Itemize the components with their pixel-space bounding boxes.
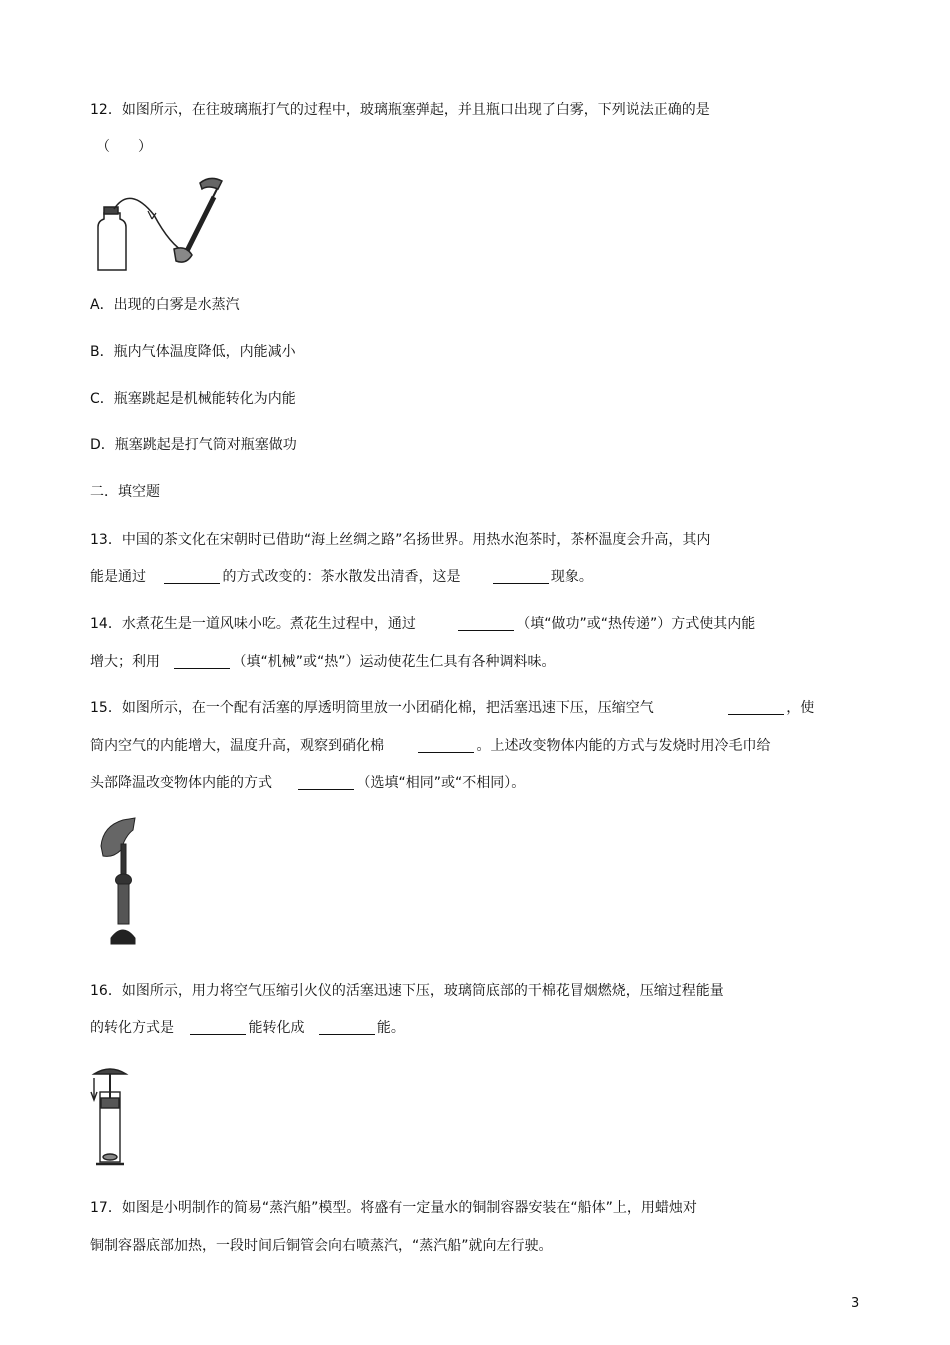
q15-text-e: 头部降温改变物体内能的方式 <box>90 775 272 791</box>
q12-option-b: B．瓶内气体温度降低，内能减小 <box>90 344 296 360</box>
q16-line1: 16．如图所示，用力将空气压缩引火仪的活塞迅速下压，玻璃筒底部的干棉花冒烟燃烧，压缩过程能量 <box>90 983 724 999</box>
q16-figure-fire-piston <box>88 1062 133 1170</box>
q13-text-b: 的方式改变的：茶水散发出清香，这是 <box>222 569 461 585</box>
q12-stem: 12．如图所示，在往玻璃瓶打气的过程中，玻璃瓶塞弹起，并且瓶口出现了白雾，下列说法正确的是 <box>90 102 710 118</box>
q15-text-a: 15．如图所示，在一个配有活塞的厚透明筒里放一小团硝化棉，把活塞迅速下压，压缩空气 <box>90 700 654 716</box>
tube-base <box>111 930 135 944</box>
q16-text-a: 的转化方式是 <box>90 1020 174 1036</box>
q14-line1 <box>90 615 755 633</box>
glass-tube <box>118 884 129 924</box>
q14-blank-1[interactable] <box>458 616 514 631</box>
q12-option-c: C．瓶塞跳起是机械能转化为内能 <box>90 391 296 407</box>
q16-text-c: 能。 <box>376 1020 405 1036</box>
q14-text-c: 增大；利用 <box>90 654 160 670</box>
q16-text-b: 能转化成 <box>248 1020 305 1036</box>
q15-blank-3[interactable] <box>298 775 354 790</box>
q12-option-d: D．瓶塞跳起是打气筒对瓶塞做功 <box>90 437 297 453</box>
q15-blank-1[interactable] <box>728 700 784 715</box>
page-number: 3 <box>851 1296 860 1311</box>
bottle-stopper <box>104 207 118 214</box>
q13-text-a: 能是通过 <box>90 569 146 585</box>
q14-blank-2[interactable] <box>174 654 230 669</box>
q14-text-a: 14．水煮花生是一道风味小吃。煮花生过程中，通过 <box>90 616 416 632</box>
q16-line2 <box>90 1019 405 1037</box>
q17-line1: 17．如图是小明制作的简易“蒸汽船”模型。将盛有一定量水的铜制容器安装在“船体”上，用蜡烛对 <box>90 1200 697 1216</box>
q12-figure-bottle-pump <box>90 175 230 275</box>
q15-figure-compression-tube <box>95 816 145 954</box>
q12-option-a: A．出现的白雾是水蒸汽 <box>90 297 240 313</box>
pump-handle <box>200 178 222 189</box>
q16-blank-1[interactable] <box>190 1020 246 1035</box>
q15-text-f: （选填“相同”或“不相同）。 <box>356 775 526 791</box>
q17-line2: 铜制容器底部加热，一段时间后铜管会向右喷蒸汽，“蒸汽船”就向左行驶。 <box>90 1238 553 1254</box>
q15-text-c: 筒内空气的内能增大，温度升高，观察到硝化棉 <box>90 738 384 754</box>
q14-line2 <box>90 653 555 671</box>
q13-text-c: 现象。 <box>550 569 593 585</box>
q13-line2 <box>90 568 593 586</box>
section-title: 二．填空题 <box>90 484 160 500</box>
q15-blank-2[interactable] <box>418 738 474 753</box>
q12-answer-paren: （ ） <box>96 139 152 155</box>
glass-bottle <box>98 213 126 270</box>
hand-shape <box>101 818 135 856</box>
q13-line1: 13．中国的茶文化在宋朝时已借助“海上丝绸之路”名扬世界。用热水泡茶时，茶杯温度会升高，其内 <box>90 532 711 548</box>
q16-blank-2[interactable] <box>319 1020 375 1035</box>
piston-cap <box>94 1069 126 1074</box>
q15-line1 <box>90 699 814 717</box>
cotton-ball <box>103 1154 117 1160</box>
piston-plunger <box>101 1098 119 1108</box>
q15-text-d: 。上述改变物体内能的方式与发烧时用冷毛巾给 <box>476 738 771 754</box>
q14-text-d: （填“机械”或“热”）运动使花生仁具有各种调料味。 <box>232 654 556 670</box>
q13-blank-1[interactable] <box>164 569 220 584</box>
q13-blank-2[interactable] <box>493 569 549 584</box>
q14-text-b: （填“做功”或“热传递”）方式使其内能 <box>516 616 756 632</box>
q15-line3 <box>90 774 525 792</box>
q15-text-b: ，使 <box>786 700 815 716</box>
q15-line2 <box>90 737 770 755</box>
air-tube <box>114 198 186 253</box>
